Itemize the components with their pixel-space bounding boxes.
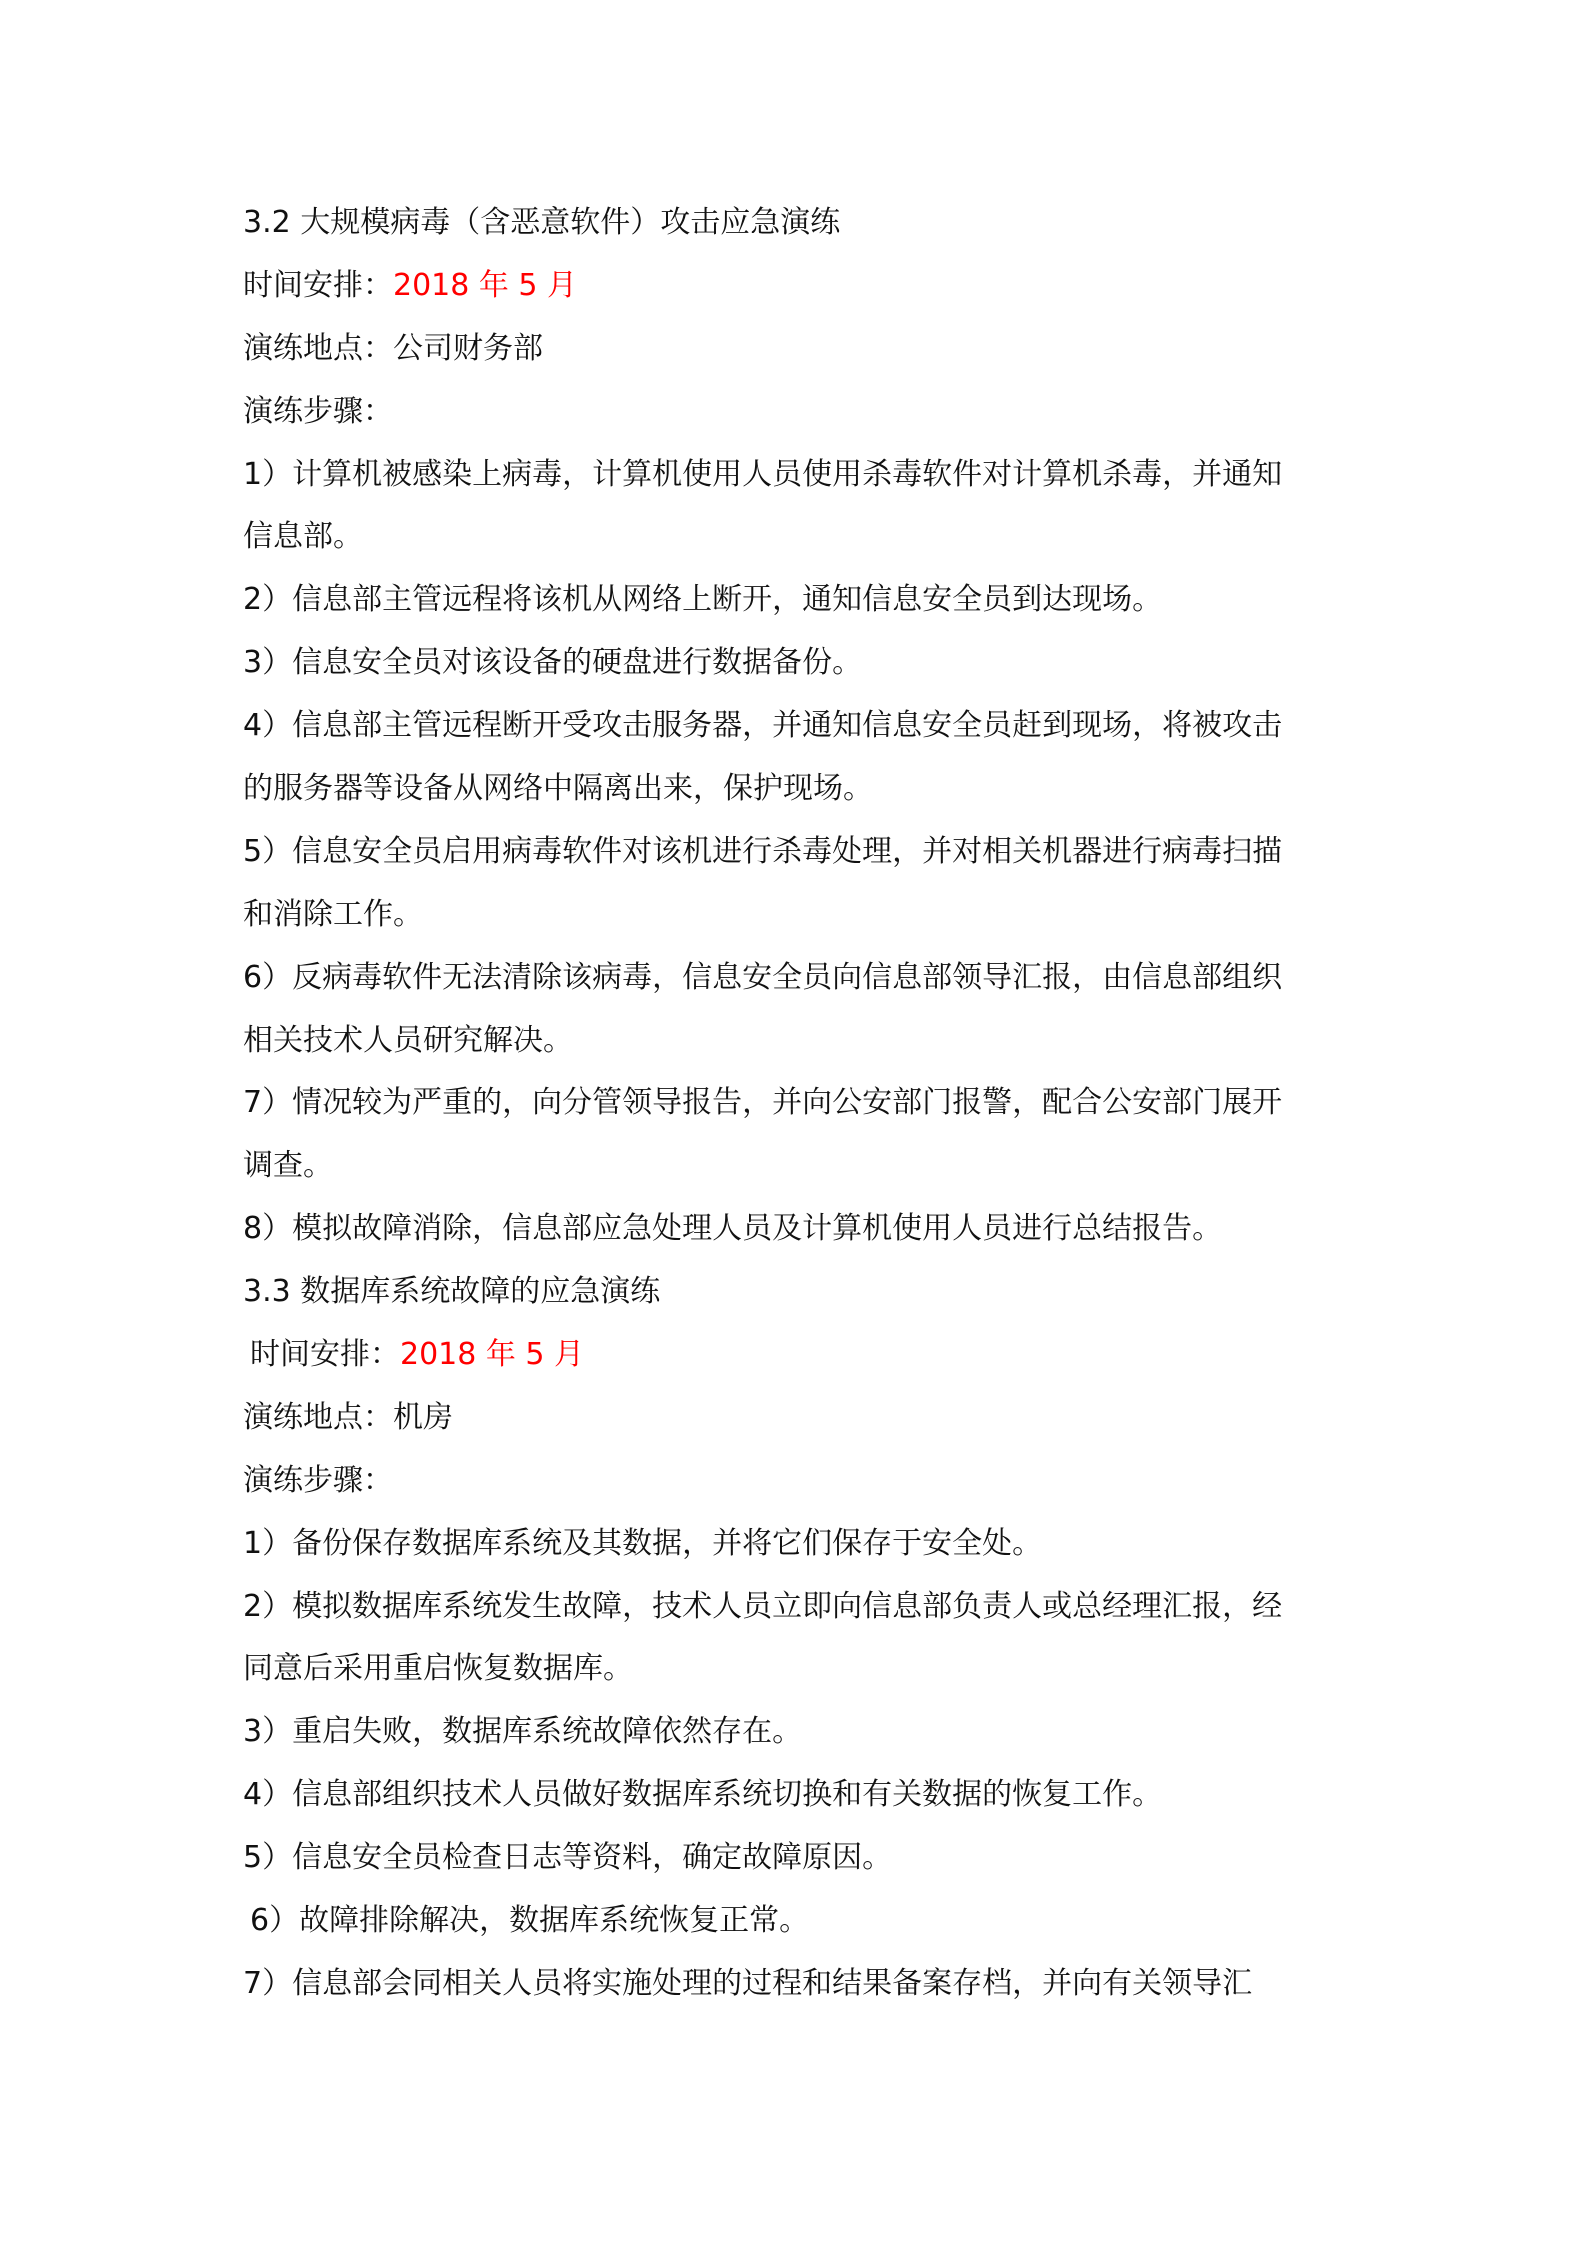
- time-value: 2018 年 5 月: [400, 1337, 585, 1373]
- step-line: 3）重启失败，数据库系统故障依然存在。: [243, 1714, 803, 1750]
- time-schedule: [243, 255, 1363, 318]
- step-line: 3）信息安全员对该设备的硬盘进行数据备份。: [243, 645, 863, 681]
- steps-label: 演练步骤：: [243, 393, 393, 429]
- step-line: 7）情况较为严重的，向分管领导报告，并向公安部门报警，配合公安部门展开: [243, 1085, 1283, 1121]
- steps-label: 演练步骤：: [243, 1462, 393, 1498]
- step-line: 4）信息部主管远程断开受攻击服务器，并通知信息安全员赶到现场，将被攻击: [243, 708, 1283, 744]
- time-label: 时间安排：: [250, 1337, 400, 1373]
- section-heading: 3.3 数据库系统故障的应急演练: [243, 1274, 661, 1310]
- step-line: 8）模拟故障消除，信息部应急处理人员及计算机使用人员进行总结报告。: [243, 1211, 1223, 1247]
- step-line: 6）反病毒软件无法清除该病毒，信息安全员向信息部领导汇报，由信息部组织: [243, 959, 1283, 995]
- step-line: 7）信息部会同相关人员将实施处理的过程和结果备案存档，并向有关领导汇: [243, 1965, 1253, 2001]
- time-value: 2018 年 5 月: [393, 267, 578, 303]
- step-line: 1）计算机被感染上病毒，计算机使用人员使用杀毒软件对计算机杀毒，并通知: [243, 456, 1283, 492]
- step-line: 调查。: [243, 1148, 333, 1184]
- step-line: 2）模拟数据库系统发生故障，技术人员立即向信息部负责人或总经理汇报，经: [243, 1588, 1283, 1624]
- section-heading: 3.2 大规模病毒（含恶意软件）攻击应急演练: [243, 205, 841, 240]
- step-line: 6）故障排除解决，数据库系统恢复正常。: [250, 1903, 810, 1939]
- step-line: 相关技术人员研究解决。: [243, 1022, 573, 1058]
- step-line: 同意后采用重启恢复数据库。: [243, 1651, 633, 1687]
- document-page: [243, 192, 1363, 2016]
- drill-location: 演练地点：机房: [243, 1399, 453, 1435]
- step-line: 1）备份保存数据库系统及其数据，并将它们保存于安全处。: [243, 1525, 1043, 1561]
- step-line: 5）信息安全员检查日志等资料，确定故障原因。: [243, 1840, 893, 1876]
- step-line: 5）信息安全员启用病毒软件对该机进行杀毒处理，并对相关机器进行病毒扫描: [243, 833, 1283, 869]
- step-line: 的服务器等设备从网络中隔离出来，保护现场。: [243, 771, 873, 807]
- step-line: 和消除工作。: [243, 896, 423, 932]
- time-label: 时间安排：: [243, 267, 393, 303]
- step-line: 2）信息部主管远程将该机从网络上断开，通知信息安全员到达现场。: [243, 582, 1163, 618]
- step-line: 4）信息部组织技术人员做好数据库系统切换和有关数据的恢复工作。: [243, 1777, 1163, 1813]
- step-line: 信息部。: [243, 519, 363, 555]
- time-schedule: [243, 1324, 1363, 1387]
- drill-location: 演练地点：公司财务部: [243, 330, 543, 366]
